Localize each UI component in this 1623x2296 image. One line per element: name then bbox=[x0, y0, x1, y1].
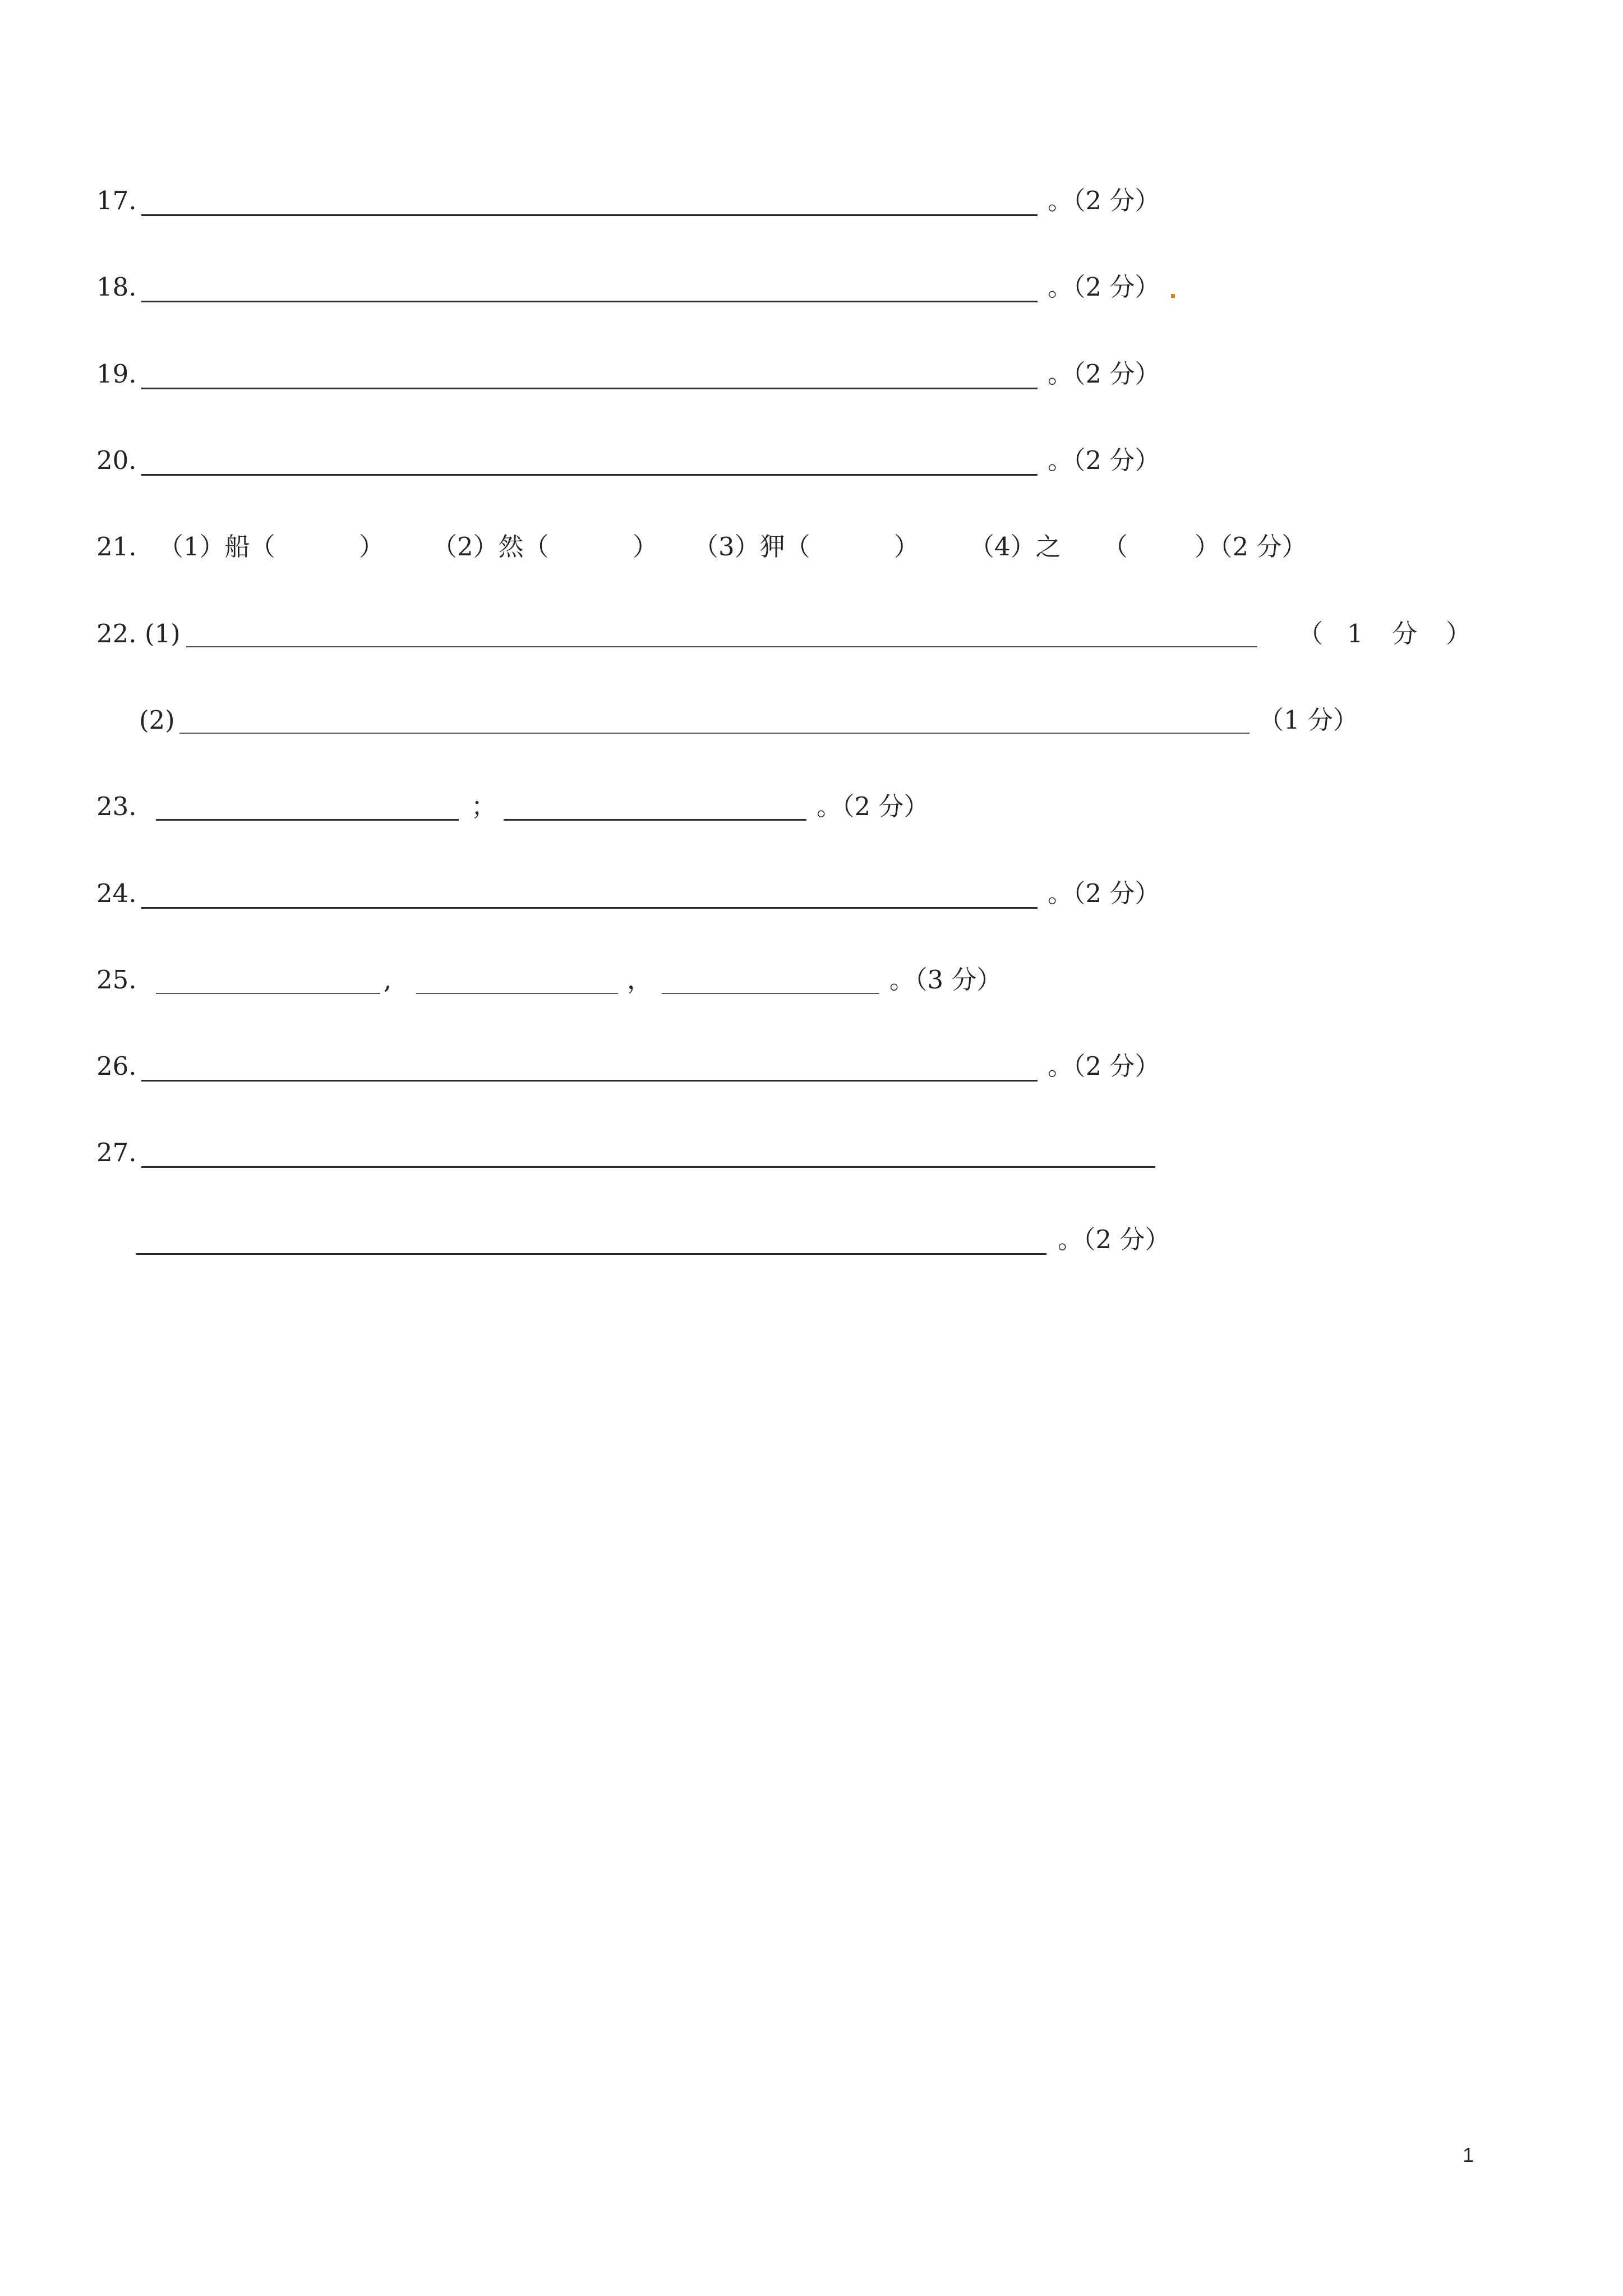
q22-part1-score-unit: 分 bbox=[1392, 619, 1418, 648]
q23-answer-line-1[interactable] bbox=[156, 819, 459, 821]
q22-part2-score: （1 分） bbox=[1258, 705, 1358, 735]
q25-number: 25. bbox=[96, 965, 137, 995]
q23-score: 。（2 分） bbox=[817, 792, 929, 821]
q26-number: 26. bbox=[96, 1051, 137, 1081]
q18-answer-line[interactable] bbox=[141, 301, 1038, 302]
q26-score: 。（2 分） bbox=[1048, 1051, 1160, 1081]
q24-score: 。（2 分） bbox=[1048, 878, 1160, 908]
q21-item-4-open: （4）之 bbox=[969, 532, 1061, 562]
q17-number: 17. bbox=[96, 186, 137, 215]
q21-item-2-open: （2）然（ bbox=[432, 532, 549, 562]
q25-answer-line-3[interactable] bbox=[662, 993, 879, 994]
q19-score: 。（2 分） bbox=[1048, 359, 1160, 389]
q21-item-1-open: （1）船（ bbox=[158, 532, 275, 562]
q22-part2-label: (2) bbox=[139, 705, 175, 735]
q21-item-3-close: ） bbox=[894, 532, 920, 562]
q24-answer-line[interactable] bbox=[141, 907, 1038, 909]
q23-number: 23. bbox=[96, 792, 137, 821]
page-number: 1 bbox=[1463, 2143, 1474, 2166]
q21-item-1-close: ） bbox=[359, 532, 385, 562]
q20-answer-line[interactable] bbox=[141, 474, 1038, 476]
q27-answer-line-2[interactable] bbox=[136, 1253, 1046, 1255]
q26-answer-line[interactable] bbox=[141, 1080, 1038, 1082]
q23-answer-line-2[interactable] bbox=[504, 819, 806, 821]
q25-answer-line-2[interactable] bbox=[416, 993, 618, 994]
q22-part1-score-close: ） bbox=[1446, 619, 1472, 648]
q21-item-4-paren: （ bbox=[1103, 532, 1128, 562]
q21-item-3-open: （3）狎（ bbox=[693, 532, 810, 562]
q18-score: 。（2 分） bbox=[1048, 272, 1160, 302]
q19-answer-line[interactable] bbox=[141, 388, 1038, 389]
q17-answer-line[interactable] bbox=[141, 214, 1038, 216]
q21-number: 21. bbox=[96, 532, 137, 562]
q17-score: 。（2 分） bbox=[1048, 186, 1160, 215]
q20-score: 。（2 分） bbox=[1048, 445, 1160, 475]
q22-part1-score-open: （ bbox=[1298, 619, 1324, 648]
q27-number: 27. bbox=[96, 1138, 137, 1167]
q25-separator-2: ， bbox=[627, 965, 653, 995]
q19-number: 19. bbox=[96, 359, 137, 389]
q25-separator-1: , bbox=[384, 965, 392, 995]
q25-score: 。（3 分） bbox=[889, 965, 1002, 995]
q22-part1-answer-line[interactable] bbox=[186, 646, 1257, 647]
marker-dot bbox=[1171, 294, 1175, 298]
q27-answer-line-1[interactable] bbox=[141, 1166, 1155, 1168]
q20-number: 20. bbox=[96, 445, 137, 475]
q22-part2-answer-line[interactable] bbox=[179, 733, 1249, 734]
q21-item-4-close-score: ）（2 分） bbox=[1195, 532, 1307, 562]
q24-number: 24. bbox=[96, 878, 137, 908]
q22-number: 22. bbox=[96, 619, 137, 648]
q23-separator: ； bbox=[471, 792, 497, 821]
q21-item-2-close: ） bbox=[633, 532, 658, 562]
q22-part1-label: (1) bbox=[145, 619, 181, 648]
q18-number: 18. bbox=[96, 272, 137, 302]
q25-answer-line-1[interactable] bbox=[156, 993, 380, 994]
q27-score: 。（2 分） bbox=[1058, 1225, 1170, 1254]
q22-part1-score-num: 1 bbox=[1347, 619, 1363, 648]
